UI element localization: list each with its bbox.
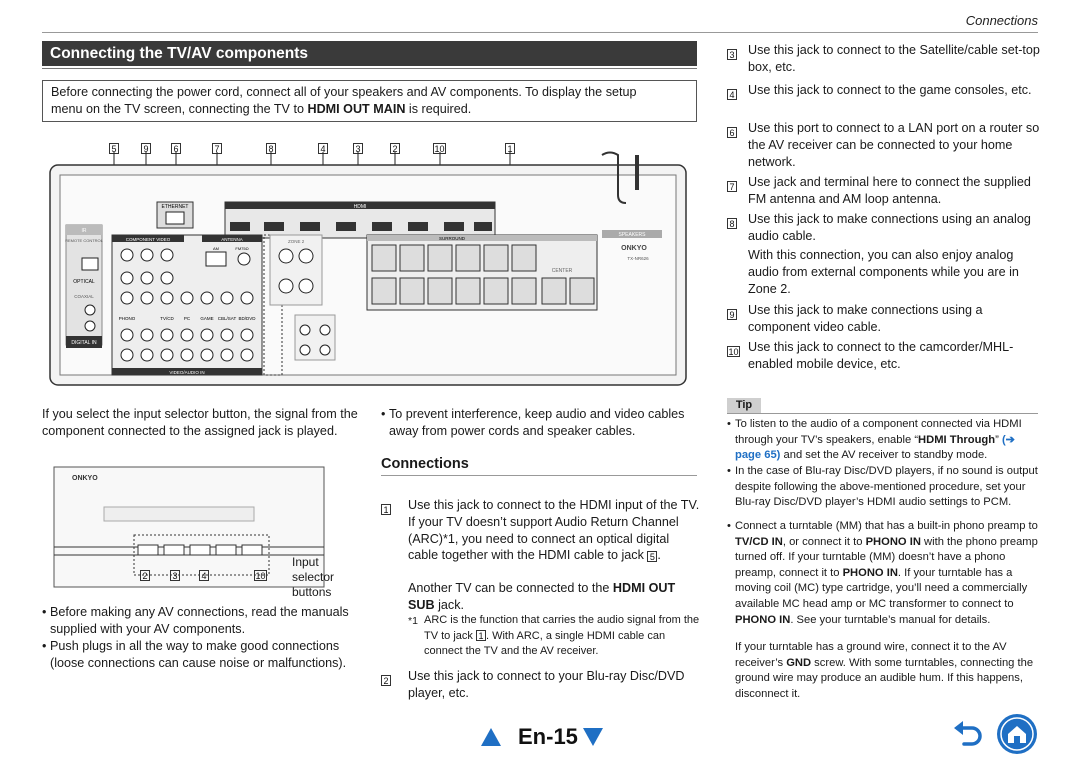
- right-item-9-num: 9: [727, 306, 737, 324]
- right-item-4-text: Use this jack to connect to the game consoles, etc.: [748, 83, 1032, 97]
- connections-heading: Connections: [381, 456, 469, 472]
- front-callout-4: 4: [199, 567, 209, 585]
- front-callout-10: 10: [255, 571, 266, 582]
- tip-2: • In the case of Blu-ray Disc/DVD players, if no sound is output despite following the above-mentioned procedure, set your Blu-ray Disc/DVD player’s HDMI audio settings to PCM.: [735, 464, 1040, 511]
- right-item-10-num: 10: [728, 347, 739, 358]
- intro-text-1: Before connecting the power cord, connect all of your speakers and AV components. To display the setup: [51, 85, 637, 99]
- callout-6: 6: [171, 140, 181, 158]
- callout-9: 9: [141, 140, 151, 158]
- home-icon[interactable]: [995, 712, 1039, 756]
- callout-4: 4: [318, 140, 328, 158]
- hdmi-label: HDMI: [353, 204, 367, 210]
- item2-number: 2: [381, 672, 391, 690]
- item1-extra: Another TV can be connected to the HDMI OUT SUB jack.: [408, 581, 676, 612]
- header-section-label: Connections: [965, 13, 1038, 28]
- fm-label: FM75Ω: [235, 246, 249, 251]
- left-bullet-1: • Before making any AV connections, read the manuals supplied with your AV components.: [50, 604, 360, 638]
- header-divider: [42, 32, 1038, 33]
- left-bullet-2: • Push plugs in all the way to make good connections (loose connections can cause noise or malfunctions).: [50, 638, 360, 672]
- right-item-7-num: 7: [727, 178, 737, 196]
- front-callout-3: 3: [170, 567, 180, 585]
- input-selector-label: Input selector buttons: [292, 555, 335, 599]
- callout-8: 8: [266, 140, 276, 158]
- selector-paragraph: If you select the input selector button, the signal from the component connected to the assigned jack is played.: [42, 407, 358, 438]
- component-video-label: COMPONENT VIDEO: [125, 237, 171, 242]
- right-item-6-text: Use this port to connect to a LAN port on a router so the AV receiver can be connected to your home network.: [748, 121, 1040, 169]
- item1-text: Use this jack to connect to the HDMI input of the TV. If your TV doesn’t support Audio Return Channel (ARC)*1, you need to connect an optical digital cable together with the HDMI cable to jack 5 .: [408, 498, 700, 563]
- surround-label: SURROUND: [438, 236, 466, 241]
- callout-10: 10: [434, 144, 445, 155]
- back-icon[interactable]: [950, 718, 986, 754]
- item1-number: 1: [381, 501, 391, 519]
- zone2-label: ZONE 2: [288, 239, 305, 244]
- digital-in-label: DIGITAL IN: [71, 340, 97, 346]
- right-item-8-num: 8: [727, 215, 737, 233]
- tip-3-extra: If your turntable has a ground wire, connect it to the AV receiver’s GND screw. With some turntables, connecting the ground wire may produce an audible hum. If this happens, disconnect it.: [735, 641, 1034, 700]
- right-item-3-text: Use this jack to connect to the Satellite/cable set-top box, etc.: [748, 43, 1040, 74]
- brand-label: ONKYO: [621, 245, 647, 252]
- page-number: En-15: [518, 724, 578, 749]
- cblsat-label: CBL/SAT: [217, 316, 237, 321]
- remote-label: REMOTE CONTROL: [65, 238, 103, 243]
- page-65-link[interactable]: (➔ page 65): [735, 433, 1016, 462]
- ethernet-label: ETHERNET: [161, 204, 189, 210]
- section-title: Connecting the TV/AV components: [42, 41, 697, 66]
- mid-bullet: • To prevent interference, keep audio and video cables away from power cords and speaker cables.: [389, 406, 697, 440]
- pc-label: PC: [183, 316, 191, 321]
- right-item-9-text: Use this jack to make connections using a component video cable.: [748, 303, 983, 334]
- intro-box: [42, 80, 697, 122]
- optical-label: OPTICAL: [73, 279, 95, 285]
- footnote-ref-1: 1: [476, 630, 486, 641]
- tip-3: • Connect a turntable (MM) that has a built-in phono preamp to TV/CD IN, or connect it to PHONO IN with the phono preamp turned off. If your turntable (MM) doesn’t have a phono preamp, connect it to PHONO IN. If your turntable has a moving coil (MC) type cartridge, you’ll need a commercially available MC head amp or MC transformer to connect to PHONO IN. See your turntable’s manual for details.: [735, 519, 1040, 628]
- antenna-label: ANTENNA: [221, 237, 243, 242]
- video-audio-in-label: VIDEO/AUDIO IN: [169, 370, 205, 375]
- tvcd-label: TV/CD: [160, 316, 174, 321]
- front-callout-2: 2: [140, 567, 150, 585]
- front-brand-label: ONKYO: [72, 475, 98, 482]
- connections-divider: [381, 475, 697, 476]
- intro-text-2b: HDMI OUT MAIN: [307, 102, 406, 116]
- model-label: TX-NR626: [627, 256, 649, 261]
- right-item-3-num: 3: [727, 46, 737, 64]
- right-item-10-text: Use this jack to connect to the camcorder/MHL-enabled mobile device, etc.: [748, 340, 1014, 371]
- right-item-7-text: Use jack and terminal here to connect the supplied FM antenna and AM loop antenna.: [748, 175, 1031, 206]
- next-page-arrow-icon[interactable]: [582, 726, 604, 748]
- callout-2: 2: [390, 140, 400, 158]
- footnote-mark: *1: [408, 615, 418, 627]
- coaxial-label: COAXIAL: [74, 294, 94, 299]
- item2-text: Use this jack to connect to your Blu-ray Disc/DVD player, etc.: [408, 669, 685, 700]
- phono-label: PHONO: [118, 316, 136, 321]
- tip-label: Tip: [727, 398, 761, 413]
- intro-text-2a: menu on the TV screen, connecting the TV to: [51, 102, 308, 116]
- right-item-4-num: 4: [727, 86, 737, 104]
- callout-7: 7: [212, 140, 222, 158]
- callout-1: 1: [505, 140, 515, 158]
- rear-panel-diagram: [42, 150, 697, 395]
- tip-divider: [727, 413, 1038, 414]
- am-label: AM: [213, 246, 219, 251]
- callout-5: 5: [109, 140, 119, 158]
- tip-1: • To listen to the audio of a component connected via HDMI through your TV’s speakers, enable “HDMI Through” (➔ page 65) and set the AV receiver to standby mode.: [735, 417, 1040, 464]
- item1-ref-5: 5: [647, 551, 657, 562]
- right-item-8-extra: With this connection, you can also enjoy analog audio from external components while you are in Zone 2.: [748, 248, 1019, 296]
- intro-text-2c: is required.: [405, 102, 472, 116]
- previous-page-arrow-icon[interactable]: [480, 726, 502, 748]
- bddvd-label: BD/DVD: [238, 316, 256, 321]
- right-item-6-num: 6: [727, 124, 737, 142]
- center-label: CENTER: [551, 268, 573, 274]
- right-item-8-text: Use this jack to make connections using an analog audio cable.: [748, 212, 1031, 243]
- speakers-label: SPEAKERS: [618, 232, 646, 238]
- ir-label: IR: [81, 228, 87, 234]
- game-label: GAME: [200, 316, 214, 321]
- callout-3: 3: [353, 140, 363, 158]
- footnote-text: ARC is the function that carries the audio signal from the TV to jack 1 . With ARC, a single HDMI cable can connect the TV and the AV receiver.: [424, 614, 700, 657]
